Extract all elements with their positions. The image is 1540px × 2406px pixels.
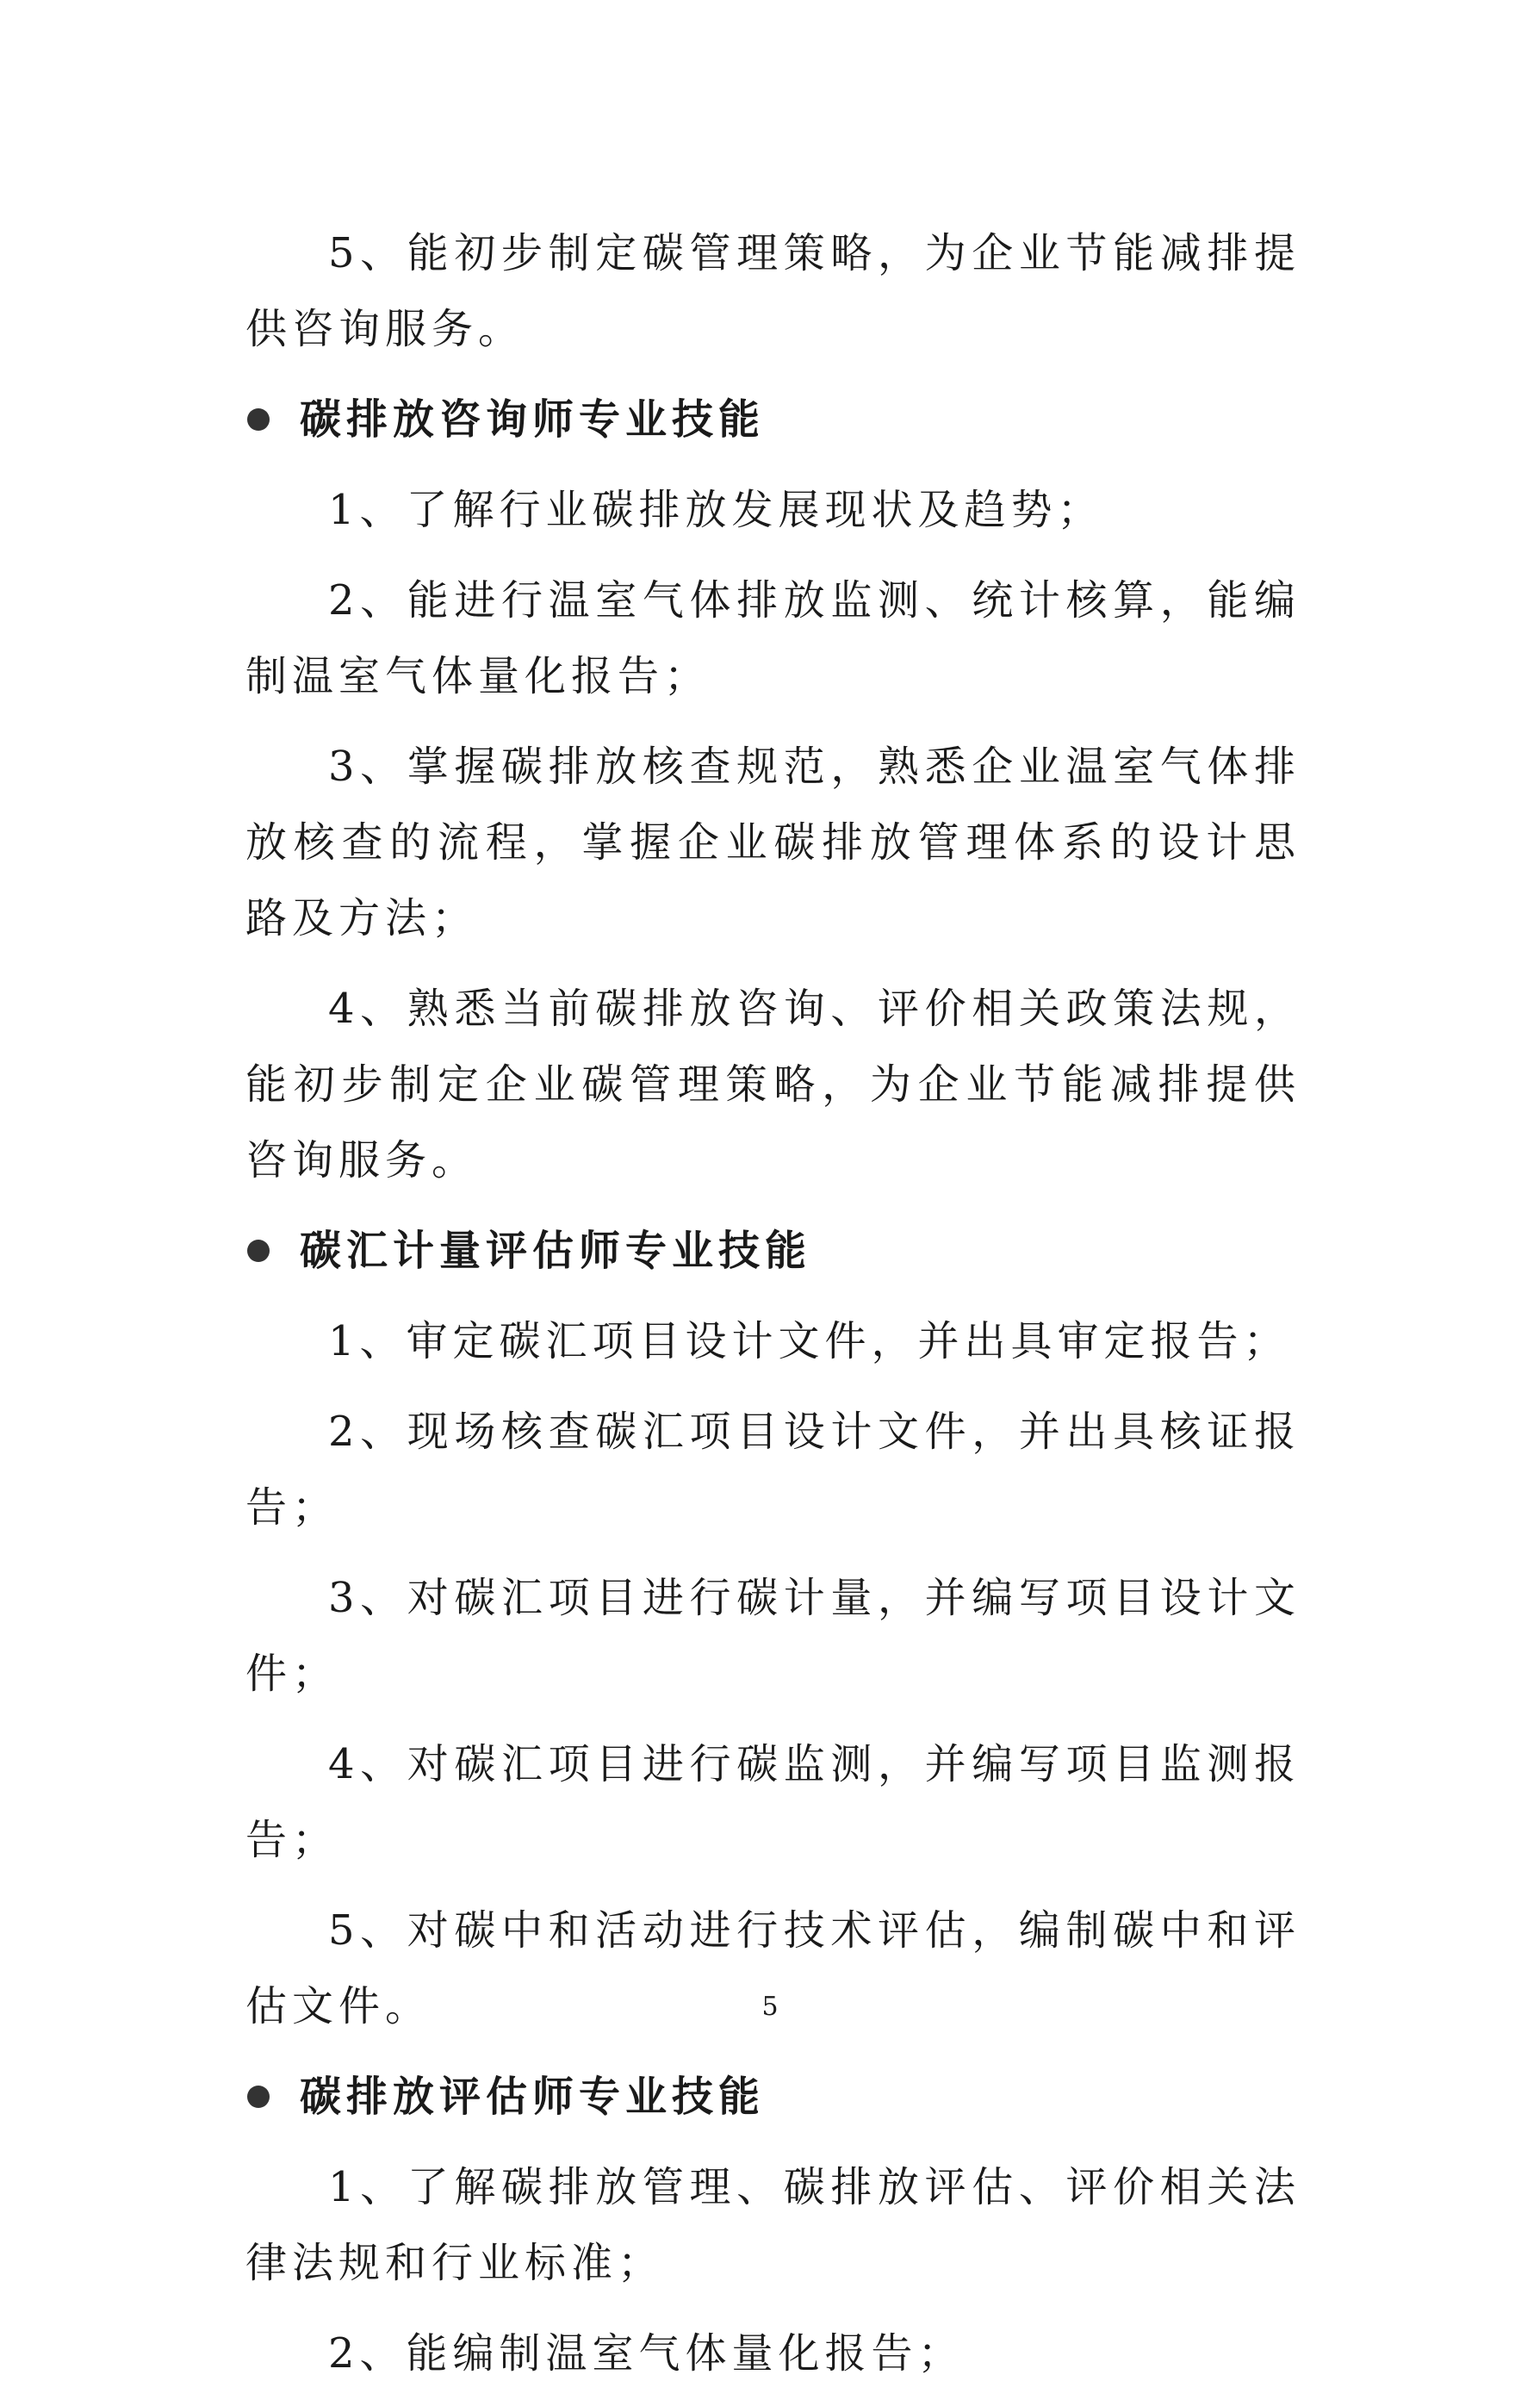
bullet-dot-icon	[247, 2086, 270, 2108]
list-item: 5、对碳中和活动进行技术评估，编制碳中和评估文件。	[245, 1906, 1301, 2030]
section-heading	[245, 1213, 1301, 1289]
list-item: 4、熟悉当前碳排放咨询、评价相关政策法规，能初步制定企业碳管理策略，为企业节能减排提供咨询服务。	[245, 985, 1301, 1184]
paragraph: 5、能初步制定碳管理策略，为企业节能减排提供咨询服务。	[245, 229, 1301, 353]
list-item: 2、现场核查碳汇项目设计文件，并出具核证报告；	[245, 1408, 1301, 1532]
list-item: 3、掌握碳排放核查规范，熟悉企业温室气体排放核查的流程，掌握企业碳排放管理体系的设计思路及方法；	[245, 743, 1301, 942]
list-item: 2、能进行温室气体排放监测、统计核算，能编制温室气体量化报告；	[245, 576, 1301, 700]
page-content	[245, 215, 1301, 2406]
bullet-dot-icon	[247, 1240, 270, 1262]
list-item: 4、对碳汇项目进行碳监测，并编写项目监测报告；	[245, 1740, 1301, 1864]
bullet-dot-icon	[247, 408, 270, 431]
list-item: 1、了解碳排放管理、碳排放评估、评价相关法律法规和行业标准；	[245, 2163, 1301, 2287]
section-heading-text: 碳排放评估师专业技能	[300, 2073, 766, 2121]
list-item: 1、审定碳汇项目设计文件，并出具审定报告；	[328, 1317, 1290, 1365]
section-heading-text: 碳汇计量评估师专业技能	[300, 1227, 812, 1275]
list-item: 1、了解行业碳排放发展现状及趋势；	[328, 486, 1104, 534]
list-item: 2、能编制温室气体量化报告；	[328, 2329, 965, 2378]
list-item: 3、对碳汇项目进行碳计量，并编写项目设计文件；	[245, 1574, 1301, 1698]
page-number: 5	[761, 1992, 779, 2022]
section-heading	[245, 382, 1301, 457]
section-heading	[245, 2059, 1301, 2135]
section-heading-text: 碳排放咨询师专业技能	[300, 395, 766, 444]
